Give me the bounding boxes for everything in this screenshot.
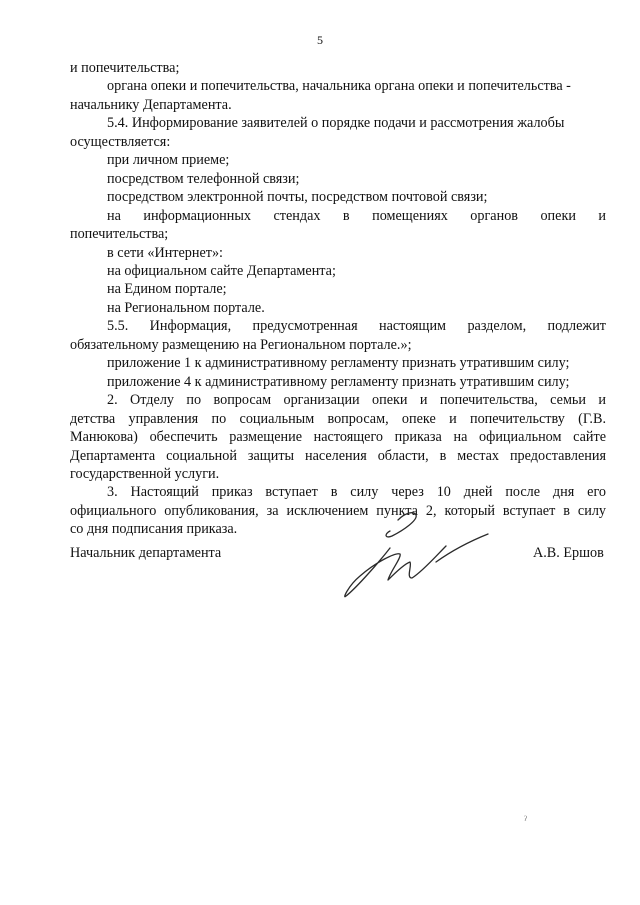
- text-line: Департамента социальной защиты населения области, в местах предоставления: [70, 447, 606, 464]
- text-line: начальнику Департамента.: [70, 96, 232, 113]
- text-line: и попечительства;: [70, 60, 180, 76]
- page-number: 5: [317, 33, 323, 47]
- text-line: 5.4. Информирование заявителей о порядке подачи и рассмотрения жалобы: [107, 115, 565, 132]
- text-line: Манюкова) обеспечить размещение настоящего приказа на официальном сайте: [70, 429, 606, 446]
- text-line: 2. Отделу по вопросам организации опеки и попечительства, семьи и: [107, 392, 606, 409]
- list-item: на Едином портале;: [107, 281, 227, 298]
- signatory-name: А.В. Ершов: [533, 545, 604, 561]
- text-line: органа опеки и попечительства, начальника органа опеки и попечительства -: [107, 78, 571, 95]
- handwritten-signature: [340, 506, 490, 601]
- text-line: осуществляется:: [70, 133, 171, 150]
- text-line: приложение 4 к административному регламенту признать утратившим силу;: [107, 373, 570, 390]
- list-item: на Региональном портале.: [107, 299, 265, 316]
- text-line: обязательному размещению на Региональном портале.»;: [70, 336, 412, 353]
- text-line: государственной услуги.: [70, 465, 220, 482]
- list-item: на официальном сайте Департамента;: [107, 262, 336, 279]
- text-line: 3. Настоящий приказ вступает в силу через 10 дней после дня его: [107, 484, 606, 501]
- page-mark: ˀ: [524, 813, 527, 827]
- list-item: посредством электронной почты, посредством почтовой связи;: [107, 189, 488, 206]
- text-line: 5.5. Информация, предусмотренная настоящим разделом, подлежит: [107, 318, 606, 335]
- signatory-title: Начальник департамента: [70, 545, 222, 561]
- list-item: посредством телефонной связи;: [107, 170, 300, 187]
- list-item: на информационных стендах в помещениях органов опеки и: [107, 207, 606, 224]
- text-line: попечительства;: [70, 226, 169, 243]
- text-line: со дня подписания приказа.: [70, 521, 238, 538]
- text-line: детства управления по социальным вопросам, опеке и попечительству (Г.В.: [70, 410, 606, 427]
- list-item: в сети «Интернет»:: [107, 244, 224, 261]
- text-line: приложение 1 к административному регламенту признать утратившим силу;: [107, 355, 570, 372]
- document-body: [70, 59, 606, 539]
- list-item: при личном приеме;: [107, 152, 230, 169]
- text-line: официального опубликования, за исключением пункта 2, который вступает в силу: [70, 502, 606, 519]
